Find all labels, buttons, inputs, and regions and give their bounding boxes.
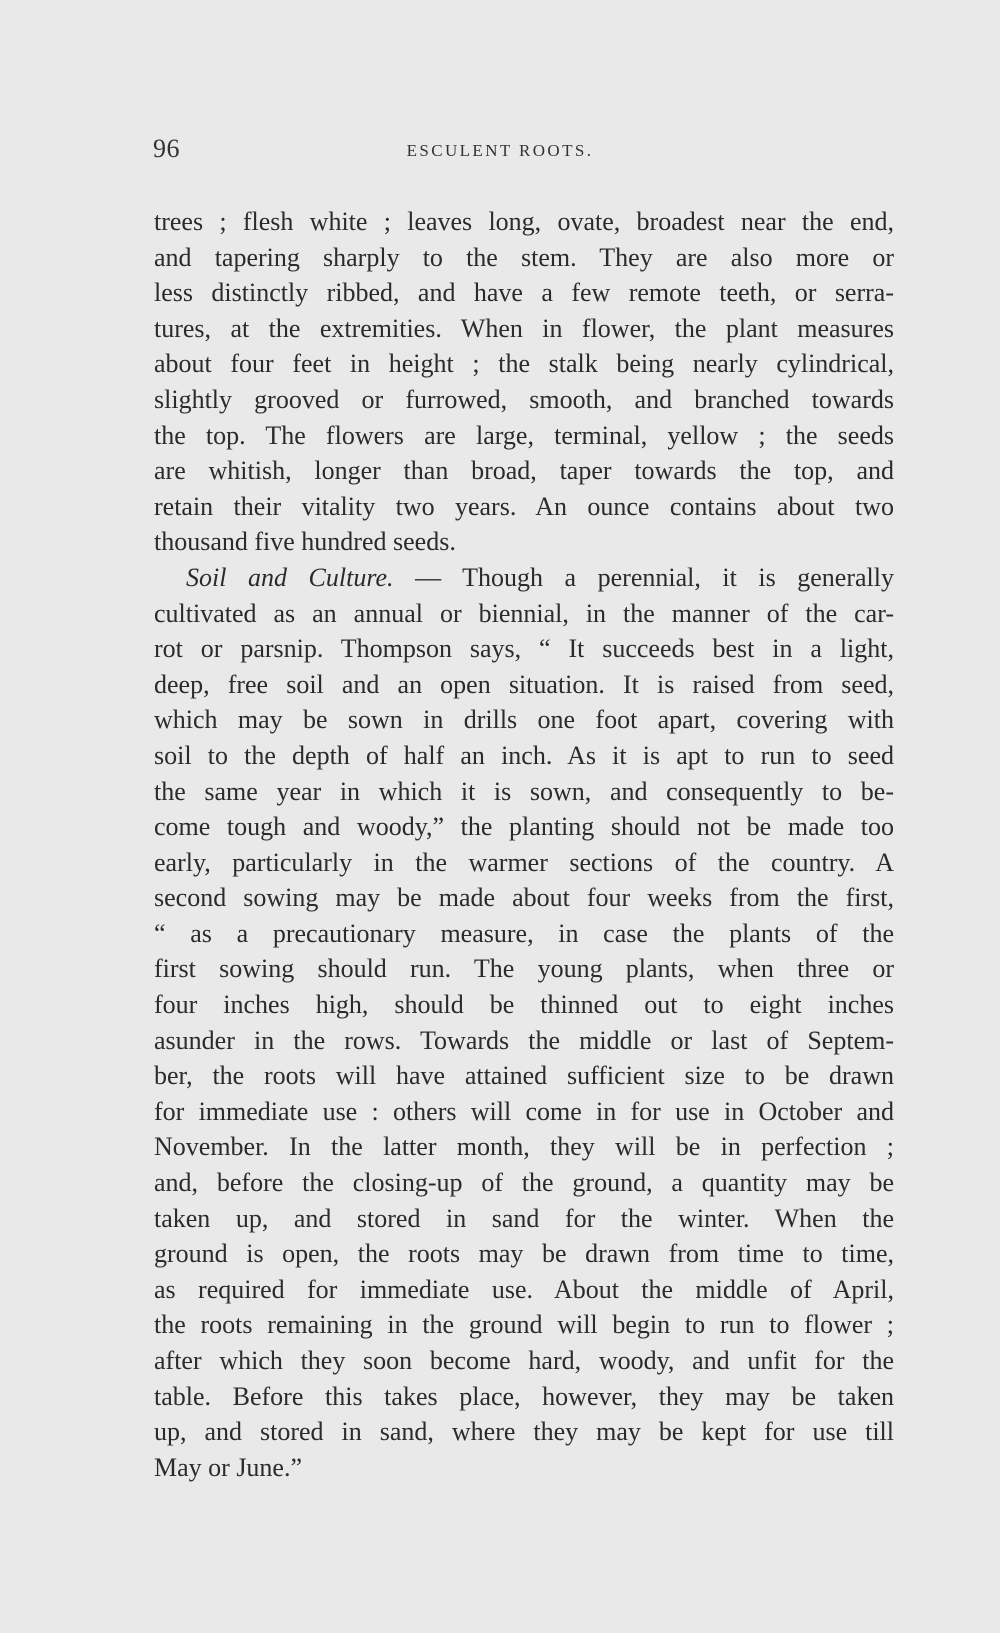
- text-line: and, before the closing-up of the ground, a quantity may be: [154, 1168, 894, 1198]
- text-line: which may be sown in drills one foot apart, covering with: [154, 705, 894, 735]
- text-line: May or June.”: [154, 1452, 303, 1482]
- text-line: soil to the depth of half an inch. As it is apt to run to seed: [154, 740, 894, 770]
- paragraph-description: [154, 204, 894, 560]
- text-line: the same year in which it is sown, and consequently to be-: [154, 776, 894, 806]
- text-line: deep, free soil and an open situation. It is raised from seed,: [154, 669, 894, 699]
- text-line-with-heading: [154, 560, 894, 596]
- text-line: the roots remaining in the ground will begin to run to flower ;: [154, 1310, 894, 1340]
- text-line: retain their vitality two years. An ounce contains about two: [154, 491, 894, 521]
- text-line: are whitish, longer than broad, taper towards the top, and: [154, 456, 894, 486]
- text-line: after which they soon become hard, woody, and unfit for the: [154, 1346, 894, 1375]
- text-line: trees ; flesh white ; leaves long, ovate, broadest near the end,: [154, 207, 894, 236]
- text-line: slightly grooved or furrowed, smooth, and branched towards: [154, 384, 894, 414]
- text-line: thousand five hundred seeds.: [154, 527, 456, 557]
- text-line: about four feet in height ; the stalk being nearly cylindrical,: [154, 349, 894, 379]
- text-line: ber, the roots will have attained sufficient size to be drawn: [154, 1061, 894, 1091]
- text-line: early, particularly in the warmer sections of the country. A: [154, 847, 894, 877]
- text-line: ground is open, the roots may be drawn from time to time,: [154, 1239, 894, 1269]
- text-line: rot or parsnip. Thompson says, “ It succeeds best in a light,: [154, 634, 894, 664]
- text-line: four inches high, should be thinned out to eight inches: [154, 990, 894, 1020]
- heading-line-rest: — Though a perennial, it is generally: [415, 562, 894, 592]
- text-line: tures, at the extremities. When in flower, the plant measures: [154, 313, 894, 343]
- text-line: table. Before this takes place, however, they may be taken: [154, 1381, 894, 1411]
- running-head: ESCULENT ROOTS.: [406, 141, 594, 160]
- text-line: up, and stored in sand, where they may be kept for use till: [154, 1417, 894, 1447]
- text-line: the top. The flowers are large, terminal, yellow ; the seeds: [154, 420, 894, 450]
- page-number: 96: [153, 134, 180, 163]
- text-line: and tapering sharply to the stem. They are also more or: [154, 242, 894, 272]
- text-line: first sowing should run. The young plants, when three or: [154, 954, 894, 984]
- text-line: for immediate use : others will come in for use in October and: [154, 1096, 894, 1126]
- text-line: November. In the latter month, they will be in perfection ;: [154, 1132, 894, 1162]
- text-line: “ as a precautionary measure, in case the plants of the: [154, 918, 894, 948]
- body-text: [154, 204, 894, 1485]
- text-line: second sowing may be made about four weeks from the first,: [154, 883, 894, 913]
- text-line: taken up, and stored in sand for the winter. When the: [154, 1203, 894, 1233]
- section-heading: Soil and Culture.: [186, 562, 394, 592]
- text-line: come tough and woody,” the planting should not be made too: [154, 812, 894, 842]
- text-line: asunder in the rows. Towards the middle or last of Septem-: [154, 1025, 894, 1055]
- text-line: as required for immediate use. About the middle of April,: [154, 1274, 894, 1304]
- text-line: less distinctly ribbed, and have a few remote teeth, or serra-: [154, 278, 894, 308]
- text-line: cultivated as an annual or biennial, in the manner of the car-: [154, 598, 894, 628]
- paragraph-soil-and-culture: [154, 560, 894, 1485]
